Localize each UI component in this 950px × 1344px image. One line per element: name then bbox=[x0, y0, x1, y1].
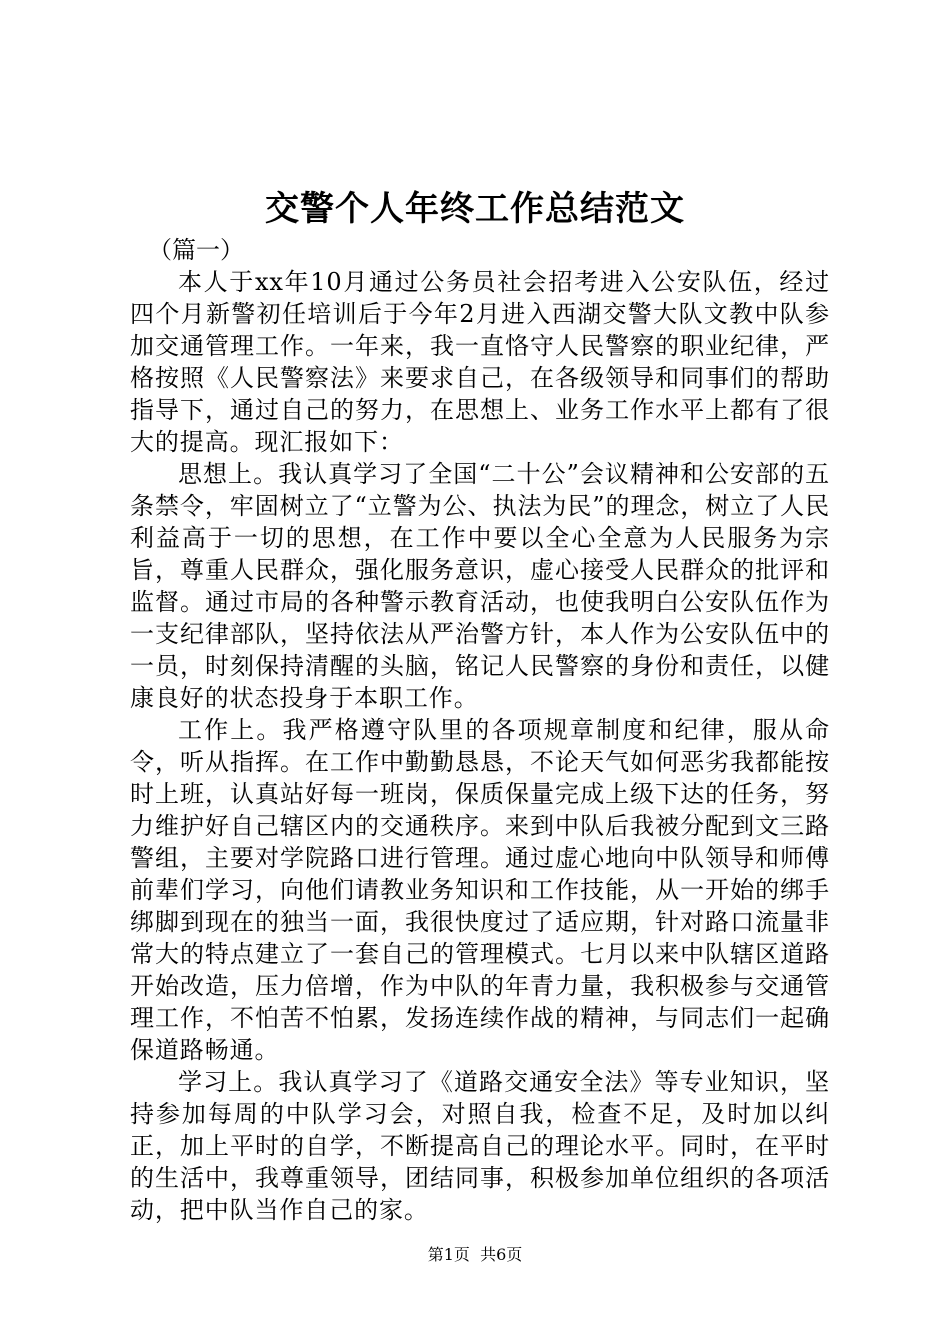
page-total: 共6页 bbox=[480, 1245, 523, 1264]
paragraph-study: 学习上。我认真学习了《道路交通安全法》等专业知识，坚持参加每周的中队学习会，对照自我，检查不足，及时加以纠正，加上平时的自学，不断提高自己的理论水平。同时，在平时的生活中，我尊重领导，团结同事，积极参加单位组织的各项活动，把中队当作自己的家。 bbox=[130, 1068, 830, 1224]
paragraph-work: 工作上。我严格遵守队里的各项规章制度和纪律，服从命令，听从指挥。在工作中勤勤恳恳，不论天气如何恶劣我都能按时上班，认真站好每一班岗，保质保量完成上级下达的任务，努力维护好自己辖区内的交通秩序。来到中队后我被分配到文三路警组，主要对学院路口进行管理。通过虚心地向中队领导和师傅前辈们学习，向他们请教业务知识和工作技能，从一开始的绑手绑脚到现在的独当一面，我很快度过了适应期，针对路口流量非常大的特点建立了一套自己的管理模式。七月以来中队辖区道路开始改造，压力倍增，作为中队的年青力量，我积极参与交通管理工作，不怕苦不怕累，发扬连续作战的精神，与同志们一起确保道路畅通。 bbox=[130, 716, 830, 1064]
document-body bbox=[130, 266, 830, 1226]
paragraph-intro: 本人于xx年10月通过公务员社会招考进入公安队伍，经过四个月新警初任培训后于今年2月进入西湖交警大队文教中队参加交通管理工作。一年来，我一直恪守人民警察的职业纪律，严格按照《人民警察法》来要求自己，在各级领导和同事们的帮助指导下，通过自己的努力，在思想上、业务工作水平上都有了很大的提高。现汇报如下： bbox=[130, 268, 830, 456]
page-number: 第1页 bbox=[427, 1245, 470, 1264]
page-footer bbox=[0, 1244, 950, 1266]
document-title: 交警个人年终工作总结范文 bbox=[265, 189, 685, 229]
paragraph-thinking: 思想上。我认真学习了全国“二十公”会议精神和公安部的五条禁令，牢固树立了“立警为公、执法为民”的理念，树立了人民利益高于一切的思想，在工作中要以全心全意为人民服务为宗旨，尊重人民群众，强化服务意识，虚心接受人民群众的批评和监督。通过市局的各种警示教育活动，也使我明白公安队伍作为一支纪律部队，坚持依法从严治警方针，本人作为公安队伍中的一员，时刻保持清醒的头脑，铭记人民警察的身份和责任，以健康良好的状态投身于本职工作。 bbox=[130, 460, 830, 712]
section-label: （篇一） bbox=[148, 236, 244, 264]
